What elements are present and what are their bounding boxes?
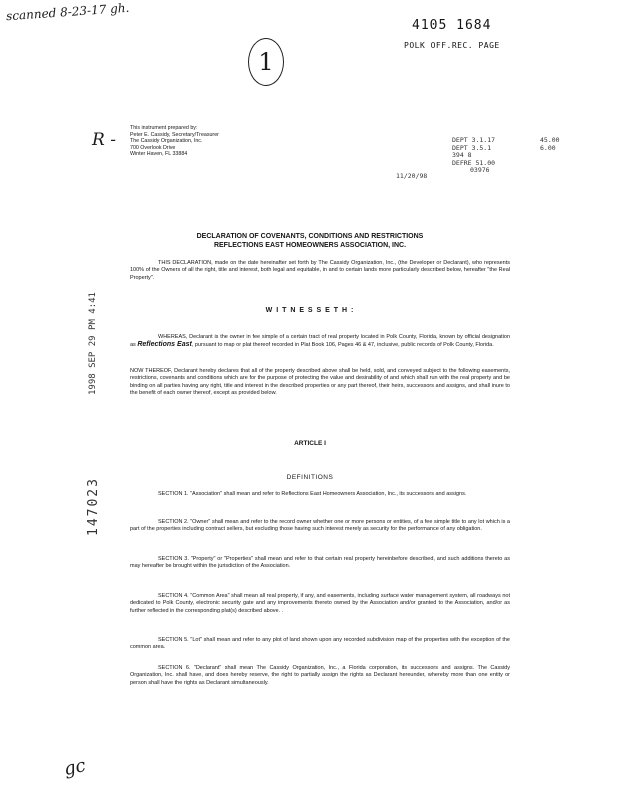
filed-date-stamp: 1998 SEP 29 PM 4:41 [88,292,98,395]
recording-fee-amounts [540,137,560,152]
fee-line: DEFRE 51.00 [452,158,496,167]
preparer-block [130,125,219,158]
fee-line: 394 8 [452,151,472,160]
handwritten-circled-number [248,38,284,86]
section-5: SECTION 5. "Lot" shall mean and refer to any plot of land shown upon any recorded subdivision map of the properties with the exception of the common area. [130,637,510,651]
handwritten-scan-note: scanned 8-23-17 gh. [5,0,130,24]
intro-paragraph: THIS DECLARATION, made on the date hereinafter set forth by The Cassidy Organization, Inc., (the Developer or Declarant), who represents 100% of the Owners of all the right, title and interest, both legal and equitable, in and to certain lands more particularly described below, hereafter "the Real Property". [130,260,510,281]
document-title-line2: REFLECTIONS EAST HOMEOWNERS ASSOCIATION, INC. [213,242,407,249]
section-6: SECTION 6. "Declarant" shall mean The Cassidy Organization, Inc., a Florida corporation, its successors and assigns. The Cassidy Organization, Inc. shall have, and does hereby reserve, the right to partially assign the rights as Declarant hereunder, whereby more than one entity or person shall have the rights as Declarant simultaneously. [130,665,510,686]
whereas-text-start: WHEREAS, Declarant is the owner in fee simple of a certain tract of real property located in Polk County, Florida, known by official designation as [130,334,510,349]
book-page-number: 4105 1684 [412,18,492,33]
fee-amount: 6.00 [540,143,556,152]
section-4: SECTION 4. "Common Area" shall mean all real property, if any, and easements, including surface water management system, all roadways not dedicated to Polk County, electronic security gate and any improvements thereto owned by the Association and/or granted to the Association, and/or as further reflected in the corresponding plat(s) described above. . [130,593,510,614]
witnesseth-heading: W I T N E S S E T H : [265,307,355,314]
section-3: SECTION 3. "Property" or "Properties" shall mean and refer to that certain real property hereinbefore described, and such additions thereto as may hereafter be brought within the jurisdiction of the Association. [130,556,510,570]
subdivision-name: Reflections East [137,341,192,349]
preparer-line: This instrument prepared by: [130,125,198,131]
recording-fee-block [452,137,495,175]
document-title-line1: DECLARATION OF COVENANTS, CONDITIONS AND RESTRICTIONS [196,233,424,240]
definitions-heading: DEFINITIONS [286,474,334,481]
section-1: SECTION 1. "Association" shall mean and refer to Reflections East Homeowners Association, Inc., its successors and assigns. [158,491,467,497]
fee-line: 03976 [470,166,490,175]
fee-amount: 45.00 [540,136,560,144]
fee-line: DEPT 3.5.1 [452,143,492,152]
handwritten-initials: gc [62,754,88,781]
preparer-line: The Cassidy Organization, Inc. [130,138,203,145]
preparer-line: Winter Haven, FL 33884 [130,151,188,158]
preparer-line: Peter E. Cassidy, Secretary/Treasurer [130,131,219,138]
handwritten-margin-mark: R - [92,130,116,150]
whereas-paragraph [130,334,510,350]
article-heading: ARTICLE I [294,440,326,447]
now-thereof-paragraph: NOW THEREOF, Declarant hereby declares that all of the property described above shall be held, sold, and conveyed subject to the following easements, restrictions, covenants and conditions which are for the purpose of protecting the value and desirability of and which shall run with the real property and be binding on all parties having any right, title and interest in the described properties or any part thereof, their heirs, successors and assigns, and shall inure to the benefit of each owner thereof, except as provided below. [130,368,510,396]
whereas-text-end: , pursuant to map or plat thereof recorded in Plat Book 106, Pages 46 & 47, inclusive, public records of Polk County, Florida. [191,342,494,349]
recording-date-stamp: 11/20/98 [396,172,428,180]
preparer-line: 700 Overlook Drive [130,144,176,151]
instrument-number-stamp: 147023 [86,477,101,536]
fee-line: DEPT 3.1.17 [452,136,496,144]
section-2: SECTION 2. "Owner" shall mean and refer to the record owner whether one or more persons or entities, of a fee simple title to any lot which is a part of the properties including contract sellers, but excluding those having such interest merely as security for the performance of any obligation. [130,519,510,533]
circled-number-text: 1 [258,48,274,76]
official-records-label: POLK OFF.REC. PAGE [404,41,500,50]
